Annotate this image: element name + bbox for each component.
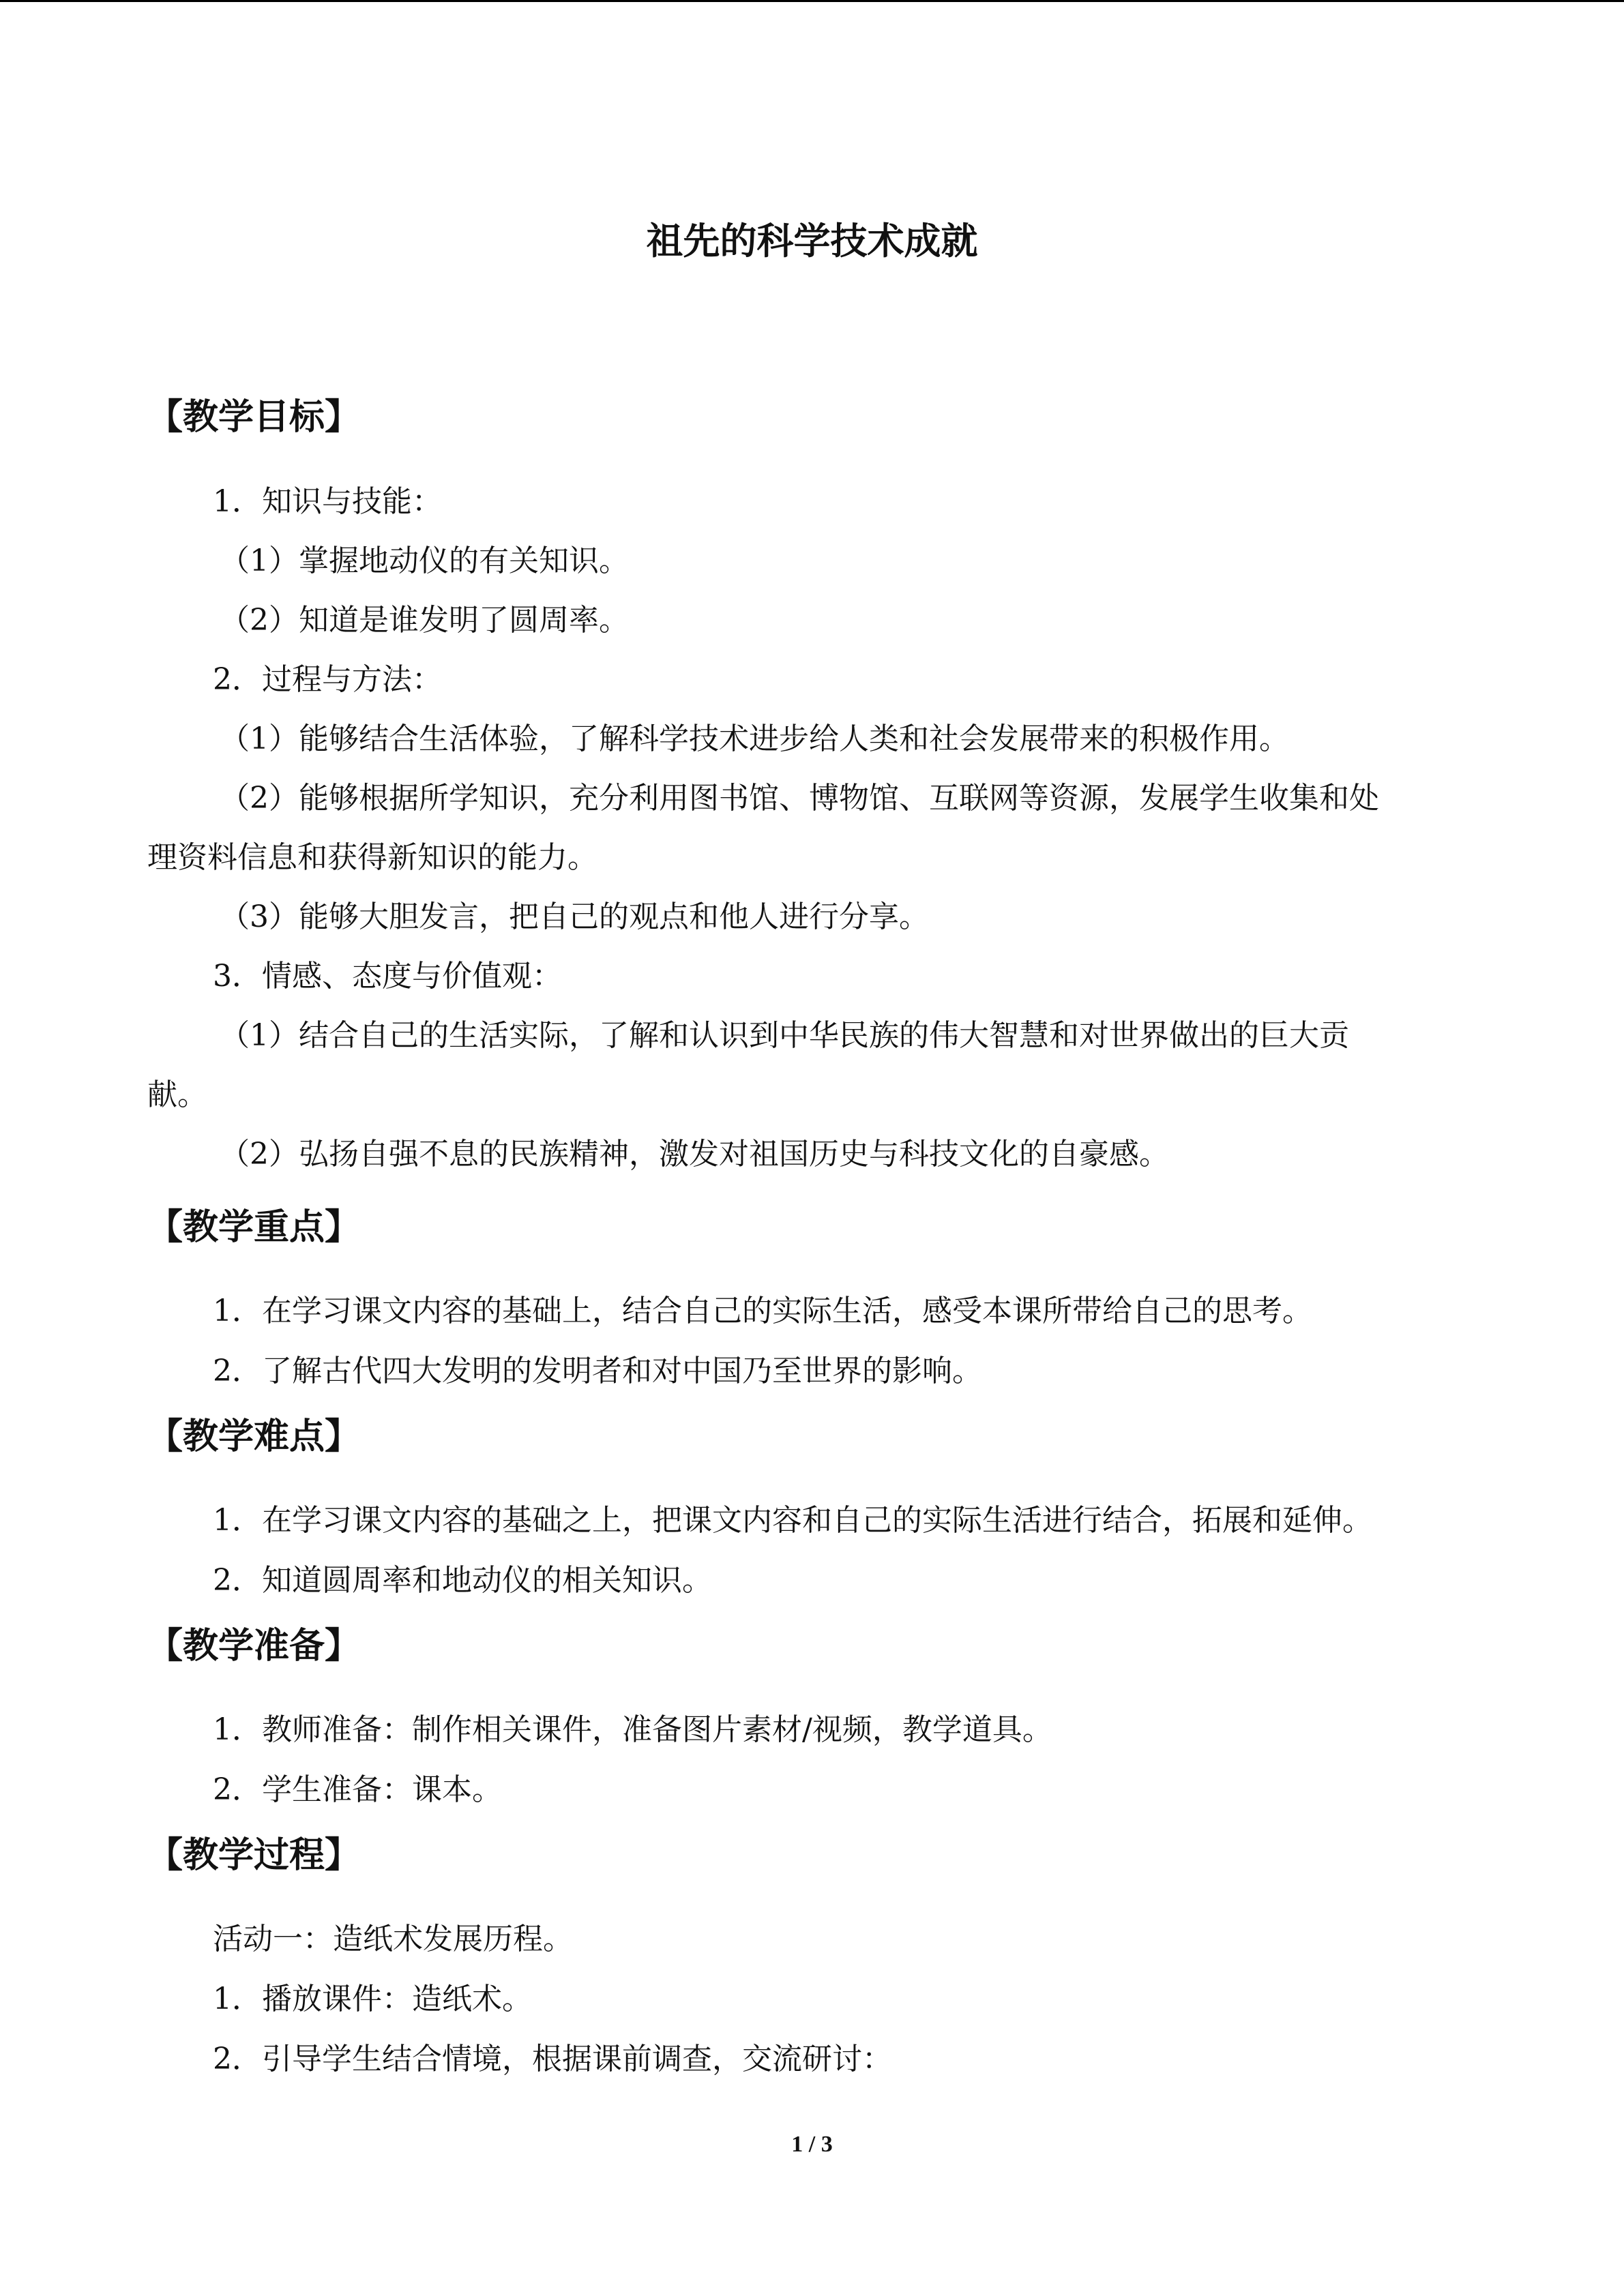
- paragraph-line: 1．在学习课文内容的基础之上，把课文内容和自己的实际生活进行结合，拓展和延伸。: [213, 1503, 1372, 1538]
- paragraph-line: 2．过程与方法：: [213, 662, 442, 697]
- paragraph-line: 1．知识与技能：: [213, 484, 442, 519]
- paragraph-line: （2）能够根据所学知识，充分利用图书馆、博物馆、互联网等资源，发展学生收集和处: [220, 781, 1379, 816]
- paragraph-line: （3）能够大胆发言，把自己的观点和他人进行分享。: [220, 899, 929, 934]
- page-number: 1 / 3: [791, 2132, 833, 2157]
- paragraph-line: 活动一：造纸术发展历程。: [213, 1922, 573, 1956]
- paragraph-line: 理资料信息和获得新知识的能力。: [147, 840, 597, 875]
- paragraph-line: （1）结合自己的生活实际，了解和认识到中华民族的伟大智慧和对世界做出的巨大贡: [220, 1018, 1349, 1053]
- paragraph-line: 2．学生准备：课本。: [213, 1772, 502, 1807]
- paragraph-line: 2．引导学生结合情境，根据课前调查，交流研讨：: [213, 2042, 892, 2076]
- paragraph-line: 1．教师准备：制作相关课件，准备图片素材/视频，教学道具。: [213, 1712, 1052, 1747]
- section-heading-process: 【教学过程】: [147, 1835, 361, 1876]
- paragraph-line: 2．了解古代四大发明的发明者和对中国乃至世界的影响。: [213, 1354, 982, 1388]
- section-heading-difficulties: 【教学难点】: [147, 1416, 361, 1457]
- paragraph-line: （1）掌握地动仪的有关知识。: [220, 543, 629, 578]
- paragraph-line: 3．情感、态度与价值观：: [213, 959, 562, 994]
- paragraph-line: 1．播放课件：造纸术。: [213, 1982, 532, 2016]
- paragraph-line: 2．知道圆周率和地动仪的相关知识。: [213, 1563, 712, 1598]
- paragraph-line: （1）能够结合生活体验，了解科学技术进步给人类和社会发展带来的积极作用。: [220, 721, 1289, 756]
- paragraph-line: （2）知道是谁发明了圆周率。: [220, 603, 629, 638]
- section-heading-preparation: 【教学准备】: [147, 1626, 361, 1667]
- paragraph-line: （2）弘扬自强不息的民族精神，激发对祖国历史与科技文化的自豪感。: [220, 1137, 1169, 1172]
- section-heading-key-points: 【教学重点】: [147, 1207, 361, 1248]
- paragraph-line: 献。: [147, 1077, 207, 1112]
- section-heading-objectives: 【教学目标】: [147, 397, 361, 438]
- document-title: 祖先的科学技术成就: [646, 220, 978, 263]
- paragraph-line: 1．在学习课文内容的基础上，结合自己的实际生活，感受本课所带给自己的思考。: [213, 1294, 1312, 1328]
